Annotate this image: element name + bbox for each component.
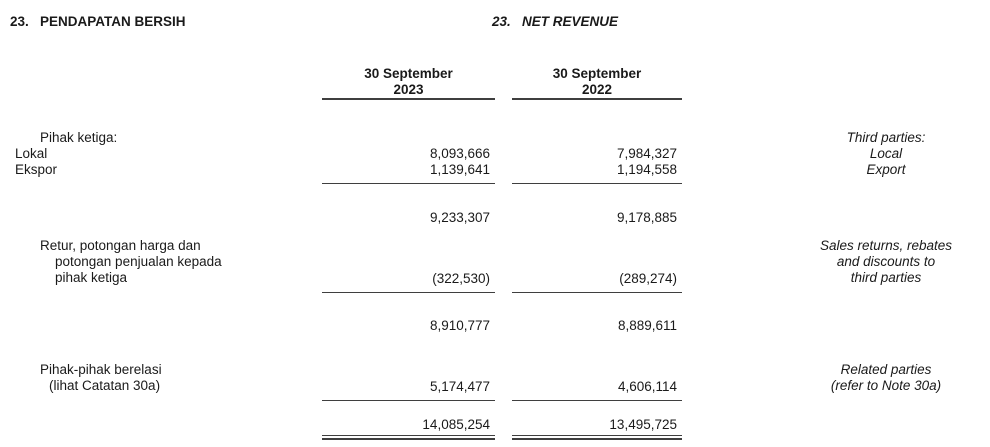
label-id-related-parties bbox=[0, 362, 322, 401]
amount-2023-subtotal-third-parties: 9,233,307 bbox=[429, 210, 490, 225]
label-id-sales-returns-line2: potongan penjualan kepada bbox=[55, 254, 222, 269]
row-third-parties-header bbox=[0, 130, 990, 146]
label-id-related-parties-line2: (lihat Catatan 30a) bbox=[49, 378, 161, 393]
row-local bbox=[0, 146, 990, 162]
note-title-english bbox=[492, 14, 618, 30]
label-en-export: Export bbox=[866, 162, 906, 177]
note-title-indonesian bbox=[0, 14, 322, 30]
amount-2022-local: 7,984,327 bbox=[616, 146, 677, 161]
label-en-sales-returns-line3: third parties bbox=[850, 270, 922, 285]
label-en-sales-returns-line1: Sales returns, rebates bbox=[819, 238, 953, 253]
label-id-sales-returns-line1: Retur, potongan harga dan bbox=[40, 238, 201, 253]
label-en-third-parties: Third parties: bbox=[846, 130, 926, 145]
label-en-local: Local bbox=[869, 146, 903, 161]
amount-2022-export: 1,194,558 bbox=[512, 162, 682, 184]
label-en-sales-returns bbox=[682, 238, 990, 293]
label-id-sales-returns-line3: pihak ketiga bbox=[55, 270, 128, 285]
label-id-local: Lokal bbox=[15, 146, 48, 161]
label-en-sales-returns-line2: and discounts to bbox=[836, 254, 936, 269]
label-en-related-parties-line2: (refer to Note 30a) bbox=[830, 378, 942, 393]
column-header-row bbox=[0, 66, 990, 100]
note-number-id: 23. bbox=[10, 14, 29, 29]
amount-2022-net-third-parties: 8,889,611 bbox=[617, 318, 677, 333]
label-en-related-parties bbox=[682, 362, 990, 401]
amount-2022-related-parties: 4,606,114 bbox=[512, 379, 682, 401]
amount-2022-subtotal-third-parties: 9,178,885 bbox=[616, 210, 677, 225]
column-header-2023 bbox=[322, 66, 495, 100]
amount-2023-total: 14,085,254 bbox=[322, 417, 495, 436]
amount-2023-sales-returns: (322,530) bbox=[322, 271, 495, 293]
column-header-2022-year: 2022 bbox=[581, 82, 613, 97]
amount-2022-sales-returns: (289,274) bbox=[512, 271, 682, 293]
note-title-id-text: PENDAPATAN BERSIH bbox=[40, 14, 186, 29]
label-id-related-parties-line1: Pihak-pihak berelasi bbox=[40, 362, 162, 377]
label-id-export: Ekspor bbox=[15, 162, 58, 177]
row-sales-returns bbox=[0, 238, 990, 293]
column-header-2022 bbox=[512, 66, 682, 100]
column-header-2023-month: 30 September bbox=[364, 66, 453, 81]
note-title-row bbox=[0, 14, 990, 30]
row-subtotal-third-parties bbox=[0, 210, 990, 226]
row-related-parties bbox=[0, 362, 990, 401]
amount-2023-related-parties: 5,174,477 bbox=[322, 379, 495, 401]
column-header-2023-year: 2023 bbox=[393, 82, 424, 97]
row-export bbox=[0, 162, 990, 184]
amount-2023-net-third-parties: 8,910,777 bbox=[429, 318, 490, 333]
note-title-en-text: NET REVENUE bbox=[522, 14, 619, 29]
amount-2022-total: 13,495,725 bbox=[512, 417, 682, 436]
label-en-related-parties-line1: Related parties bbox=[840, 362, 932, 377]
label-id-third-parties: Pihak ketiga: bbox=[40, 130, 118, 145]
row-net-third-parties bbox=[0, 318, 990, 334]
amount-2023-local: 8,093,666 bbox=[429, 146, 490, 161]
label-id-sales-returns bbox=[0, 238, 322, 293]
amount-2023-export: 1,139,641 bbox=[322, 162, 495, 184]
column-header-2022-month: 30 September bbox=[552, 66, 642, 81]
row-total-net-revenue bbox=[0, 417, 990, 436]
note-number-en: 23. bbox=[492, 14, 511, 29]
